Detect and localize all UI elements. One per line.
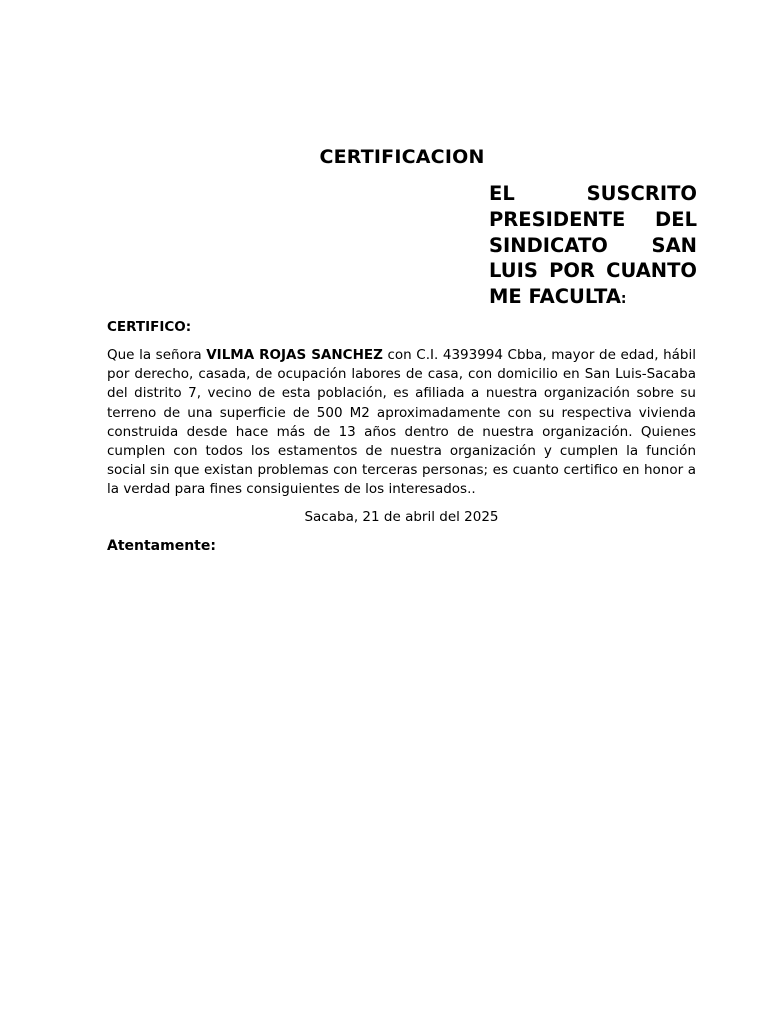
- closing-salutation: Atentamente:: [107, 538, 216, 554]
- date-line: Sacaba, 21 de abril del 2025: [304, 509, 499, 525]
- document-title: CERTIFICACION: [319, 146, 485, 168]
- body-rest: con C.I. 4393994 Cbba, mayor de edad, hábil por derecho, casada, de ocupación labores de casa, con domicilio en San Luis-Sacaba del distrito 7, vecino de esta población, es afiliada a nuestra organización sobre su terreno de una superficie de 500 M2 aproximadamente con su respectiva vivienda construida desde hace más de 13 años dentro de nuestra organización. Quienes cumplen con todos los estamentos de nuestra organización y cumplen la función social sin que existan problemas con terceras personas; es cuanto certifico en honor a la verdad para fines consiguientes de los interesados..: [107, 347, 696, 498]
- issuer-heading-colon: :: [620, 291, 627, 308]
- issuer-heading-text: EL SUSCRITO PRESIDENTE DEL SINDICATO SAN LUIS POR CUANTO ME FACULTA: [489, 182, 697, 309]
- person-name: VILMA ROJAS SANCHEZ: [206, 347, 383, 363]
- section-label: CERTIFICO:: [107, 319, 192, 335]
- issuer-heading: [489, 181, 697, 313]
- certification-body: [107, 346, 696, 500]
- body-intro: Que la señora: [107, 347, 207, 363]
